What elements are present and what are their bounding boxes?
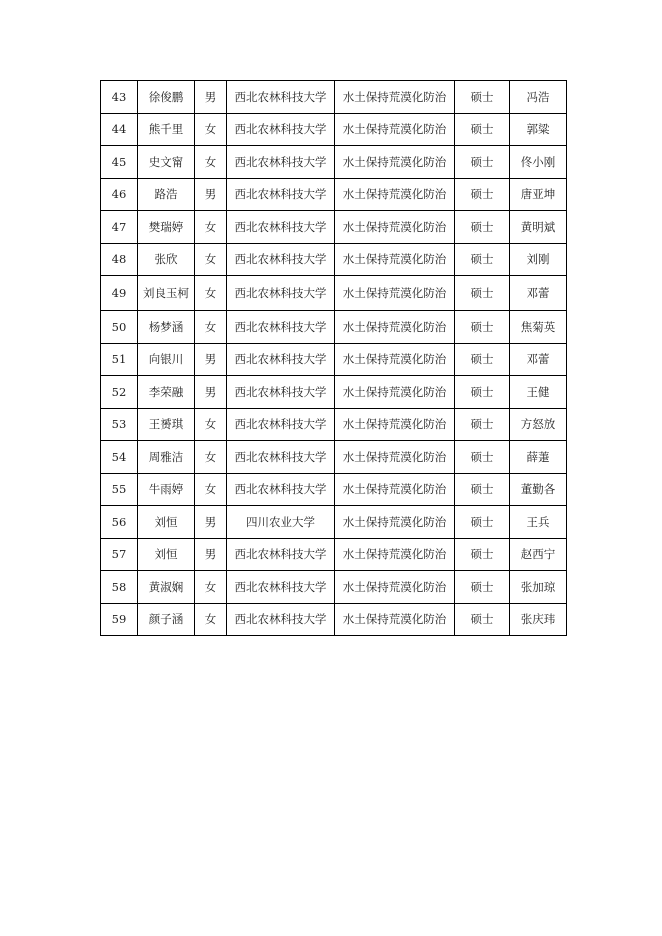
advisor-cell: 冯浩 [510,81,567,114]
student-name-cell: 杨梦涵 [138,311,195,344]
degree-cell: 硕士 [455,343,510,376]
row-number-cell: 53 [101,408,138,441]
row-number-cell: 55 [101,473,138,506]
advisor-cell: 郭粱 [510,113,567,146]
row-number-cell: 54 [101,441,138,474]
advisor-cell: 焦菊英 [510,311,567,344]
school-cell: 西北农林科技大学 [227,311,335,344]
gender-cell: 女 [195,408,227,441]
table-row [101,538,567,571]
gender-cell: 女 [195,276,227,311]
row-number-cell: 47 [101,211,138,244]
advisor-cell: 方怒放 [510,408,567,441]
degree-cell: 硕士 [455,376,510,409]
row-number-cell: 46 [101,178,138,211]
gender-cell: 男 [195,506,227,539]
student-name-cell: 李荣融 [138,376,195,409]
degree-cell: 硕士 [455,113,510,146]
advisor-cell: 王健 [510,376,567,409]
major-cell: 水土保持荒漠化防治 [335,211,455,244]
major-cell: 水土保持荒漠化防治 [335,408,455,441]
advisor-cell: 邓蕾 [510,276,567,311]
student-name-cell: 樊瑞婷 [138,211,195,244]
student-name-cell: 熊千里 [138,113,195,146]
student-name-cell: 刘恒 [138,506,195,539]
advisor-cell: 王兵 [510,506,567,539]
degree-cell: 硕士 [455,408,510,441]
table-row [101,243,567,276]
row-number-cell: 52 [101,376,138,409]
advisor-cell: 赵西宁 [510,538,567,571]
school-cell: 西北农林科技大学 [227,146,335,179]
row-number-cell: 49 [101,276,138,311]
row-number-cell: 48 [101,243,138,276]
row-number-cell: 43 [101,81,138,114]
school-cell: 西北农林科技大学 [227,571,335,604]
gender-cell: 女 [195,571,227,604]
degree-cell: 硕士 [455,603,510,636]
advisor-cell: 刘刚 [510,243,567,276]
major-cell: 水土保持荒漠化防治 [335,376,455,409]
degree-cell: 硕士 [455,178,510,211]
student-name-cell: 颜子涵 [138,603,195,636]
row-number-cell: 50 [101,311,138,344]
table-row [101,376,567,409]
major-cell: 水土保持荒漠化防治 [335,178,455,211]
table-row [101,276,567,311]
gender-cell: 男 [195,376,227,409]
table-row [101,146,567,179]
degree-cell: 硕士 [455,311,510,344]
gender-cell: 女 [195,441,227,474]
advisor-cell: 唐亚坤 [510,178,567,211]
roster-table-body [101,81,567,636]
table-row [101,571,567,604]
student-name-cell: 牛雨婷 [138,473,195,506]
school-cell: 西北农林科技大学 [227,473,335,506]
student-name-cell: 张欣 [138,243,195,276]
school-cell: 西北农林科技大学 [227,276,335,311]
table-row [101,113,567,146]
school-cell: 西北农林科技大学 [227,343,335,376]
school-cell: 西北农林科技大学 [227,441,335,474]
student-name-cell: 向银川 [138,343,195,376]
major-cell: 水土保持荒漠化防治 [335,506,455,539]
advisor-cell: 佟小刚 [510,146,567,179]
advisor-cell: 邓蕾 [510,343,567,376]
row-number-cell: 58 [101,571,138,604]
school-cell: 西北农林科技大学 [227,178,335,211]
degree-cell: 硕士 [455,81,510,114]
school-cell: 西北农林科技大学 [227,81,335,114]
advisor-cell: 董勤各 [510,473,567,506]
student-name-cell: 黄淑娴 [138,571,195,604]
gender-cell: 女 [195,146,227,179]
gender-cell: 女 [195,243,227,276]
table-row [101,211,567,244]
gender-cell: 女 [195,211,227,244]
advisor-cell: 张加琼 [510,571,567,604]
major-cell: 水土保持荒漠化防治 [335,276,455,311]
table-row [101,506,567,539]
gender-cell: 女 [195,603,227,636]
major-cell: 水土保持荒漠化防治 [335,603,455,636]
row-number-cell: 44 [101,113,138,146]
row-number-cell: 59 [101,603,138,636]
student-name-cell: 徐俊鹏 [138,81,195,114]
gender-cell: 男 [195,81,227,114]
table-row [101,441,567,474]
major-cell: 水土保持荒漠化防治 [335,441,455,474]
table-row [101,343,567,376]
school-cell: 西北农林科技大学 [227,243,335,276]
degree-cell: 硕士 [455,211,510,244]
row-number-cell: 51 [101,343,138,376]
gender-cell: 男 [195,178,227,211]
degree-cell: 硕士 [455,146,510,179]
school-cell: 西北农林科技大学 [227,113,335,146]
major-cell: 水土保持荒漠化防治 [335,113,455,146]
row-number-cell: 56 [101,506,138,539]
gender-cell: 女 [195,311,227,344]
degree-cell: 硕士 [455,506,510,539]
degree-cell: 硕士 [455,571,510,604]
advisor-cell: 张庆玮 [510,603,567,636]
degree-cell: 硕士 [455,243,510,276]
gender-cell: 男 [195,538,227,571]
gender-cell: 女 [195,113,227,146]
table-row [101,473,567,506]
major-cell: 水土保持荒漠化防治 [335,571,455,604]
degree-cell: 硕士 [455,538,510,571]
school-cell: 四川农业大学 [227,506,335,539]
major-cell: 水土保持荒漠化防治 [335,538,455,571]
student-roster-table [100,80,567,636]
major-cell: 水土保持荒漠化防治 [335,311,455,344]
major-cell: 水土保持荒漠化防治 [335,473,455,506]
school-cell: 西北农林科技大学 [227,538,335,571]
major-cell: 水土保持荒漠化防治 [335,146,455,179]
major-cell: 水土保持荒漠化防治 [335,343,455,376]
table-row [101,311,567,344]
student-name-cell: 刘良玉柯 [138,276,195,311]
table-row [101,408,567,441]
degree-cell: 硕士 [455,441,510,474]
table-row [101,603,567,636]
school-cell: 西北农林科技大学 [227,603,335,636]
school-cell: 西北农林科技大学 [227,408,335,441]
table-row [101,81,567,114]
student-name-cell: 史文甯 [138,146,195,179]
degree-cell: 硕士 [455,276,510,311]
student-name-cell: 刘恒 [138,538,195,571]
advisor-cell: 黄明斌 [510,211,567,244]
degree-cell: 硕士 [455,473,510,506]
student-name-cell: 路浩 [138,178,195,211]
school-cell: 西北农林科技大学 [227,376,335,409]
school-cell: 西北农林科技大学 [227,211,335,244]
student-name-cell: 王赟琪 [138,408,195,441]
advisor-cell: 薛萐 [510,441,567,474]
row-number-cell: 45 [101,146,138,179]
gender-cell: 女 [195,473,227,506]
row-number-cell: 57 [101,538,138,571]
major-cell: 水土保持荒漠化防治 [335,243,455,276]
major-cell: 水土保持荒漠化防治 [335,81,455,114]
student-name-cell: 周雅洁 [138,441,195,474]
table-row [101,178,567,211]
gender-cell: 男 [195,343,227,376]
